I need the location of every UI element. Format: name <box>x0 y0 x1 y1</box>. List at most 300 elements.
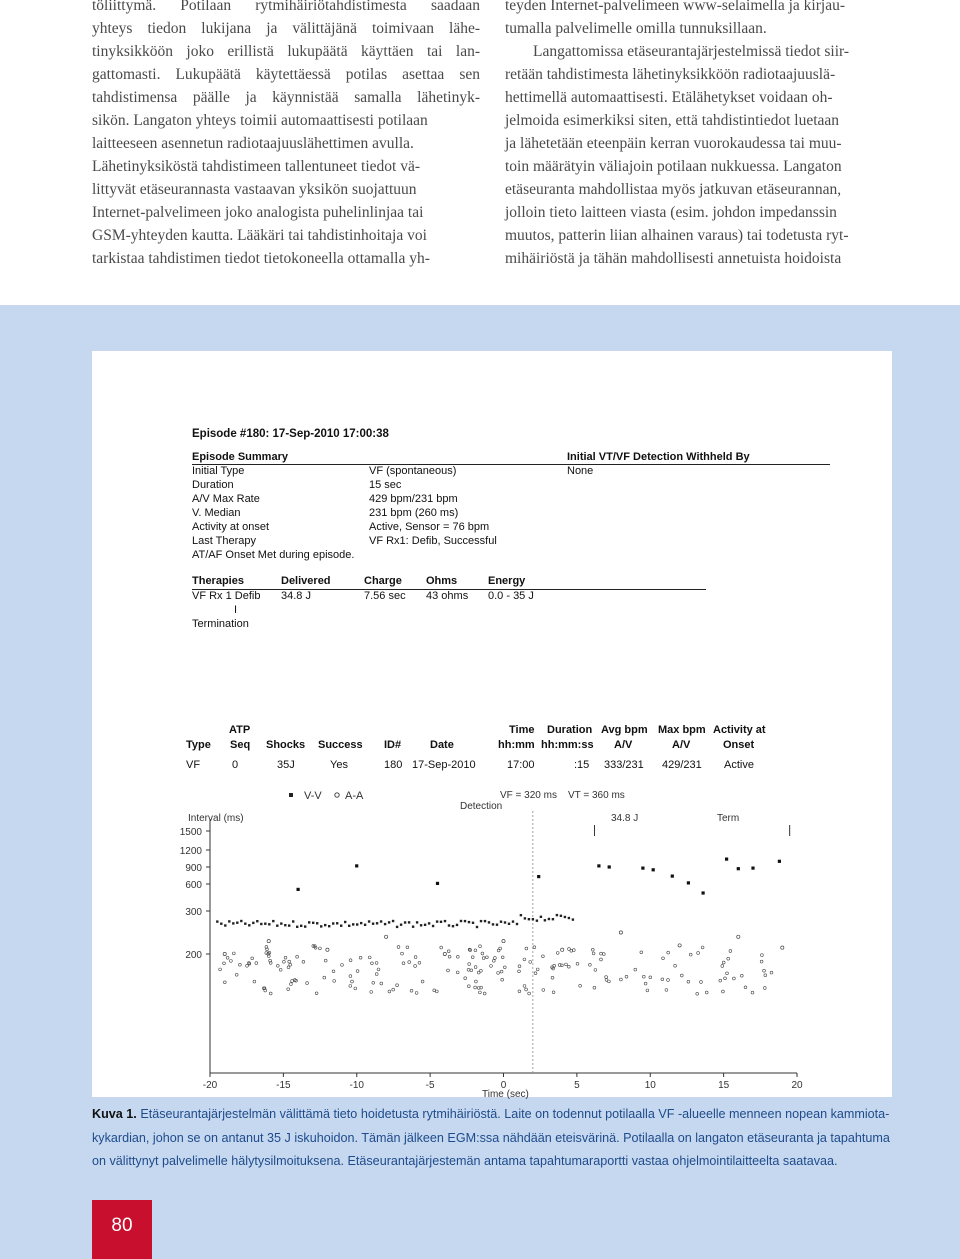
x-tick-label: 0 <box>500 1080 507 1091</box>
summary-value: Active, Sensor = 76 bpm <box>369 521 490 533</box>
vv-point <box>252 922 254 924</box>
vv-point <box>568 917 570 919</box>
aa-point <box>700 981 703 984</box>
vv-point <box>524 917 526 919</box>
text-line: töliittymä. Potilaan rytmihäiriötahdistimesta saadaan <box>92 0 480 14</box>
aa-point <box>674 964 677 967</box>
vv-point <box>512 920 514 922</box>
aa-point <box>781 946 784 949</box>
vv-point <box>396 926 398 928</box>
aa-point <box>332 970 335 973</box>
aa-point <box>697 952 700 955</box>
aa-point <box>401 952 404 955</box>
aa-point <box>490 965 493 968</box>
aa-point <box>501 978 504 981</box>
episode-title: Episode #180: 17-Sep-2010 17:00:38 <box>192 428 389 440</box>
vv-point <box>292 920 294 922</box>
aa-point <box>727 957 730 960</box>
aa-point <box>474 986 477 989</box>
aa-point <box>665 989 668 992</box>
aa-point <box>287 988 290 991</box>
vv-point <box>572 918 574 920</box>
vv-point <box>420 924 422 926</box>
annotation-shock: 34.8 J <box>611 813 639 824</box>
aa-point <box>696 992 699 995</box>
aa-point <box>415 992 418 995</box>
table2-header: Time <box>509 724 535 736</box>
therapies-header: Energy <box>488 575 526 587</box>
summary-label: Last Therapy <box>192 535 257 547</box>
aa-point <box>518 970 521 973</box>
vv-point <box>364 924 366 926</box>
withheld-header: Initial VT/VF Detection Withheld By <box>567 451 750 463</box>
vv-point <box>537 875 540 878</box>
aa-point <box>620 978 623 981</box>
vv-point <box>520 914 522 916</box>
aa-point <box>302 960 305 963</box>
aa-point <box>291 980 294 983</box>
aa-point <box>349 959 352 962</box>
text-line: gattomasti. Lukupäätä käytettäessä potilas asettaa sen <box>92 66 480 83</box>
vv-point <box>440 921 442 923</box>
text-line: tumalla palvelimelle omilla tunnuksillaan. <box>505 20 767 37</box>
aa-point <box>600 952 603 955</box>
text-line: laitteeseen asennetun radiotaajuuslähettimen avulla. <box>92 135 414 152</box>
aa-point <box>456 955 459 958</box>
aa-point <box>414 956 417 959</box>
vv-point <box>284 924 286 926</box>
aa-point <box>497 972 500 975</box>
table2-header: Onset <box>723 739 755 751</box>
aa-point <box>226 956 229 959</box>
aa-point <box>324 959 327 962</box>
vv-point <box>500 921 502 923</box>
y-axis-label: Interval (ms) <box>188 813 244 824</box>
aa-point <box>251 957 254 960</box>
aa-point <box>235 973 238 976</box>
vv-point <box>340 925 342 927</box>
summary-value: 429 bpm/231 bpm <box>369 493 458 505</box>
text-line: jolloin tieto laitteen viasta (esim. johdon impedanssin <box>505 204 837 221</box>
vv-point <box>260 923 262 925</box>
text-line: tahdistimensa päälle ja käynnistää samalla lähetinyk- <box>92 89 480 106</box>
table2-header: hh:mm:ss <box>541 739 594 751</box>
summary-label: AT/AF Onset Met during episode. <box>192 549 355 561</box>
vv-point <box>532 918 534 920</box>
vv-point <box>608 865 611 868</box>
vv-point <box>244 923 246 925</box>
aa-point <box>397 946 400 949</box>
aa-point <box>503 966 506 969</box>
aa-point <box>283 960 286 963</box>
table2-header: Duration <box>547 724 593 736</box>
table2-cell: Yes <box>330 759 348 771</box>
vv-point <box>468 921 470 923</box>
vv-point <box>641 867 644 870</box>
vv-point <box>384 923 386 925</box>
aa-point <box>377 968 380 971</box>
aa-point <box>448 955 451 958</box>
table2-cell: 429/231 <box>662 759 702 771</box>
table2-header: Type <box>186 739 211 751</box>
table2-header: Date <box>430 739 454 751</box>
aa-point <box>600 958 603 961</box>
aa-point <box>525 988 528 991</box>
vv-point <box>556 914 558 916</box>
text-line: tarkistaa tahdistimen tiedot tietokoneella ottamalla yh- <box>92 250 430 267</box>
therapies-header: Charge <box>364 575 402 587</box>
aa-point <box>687 980 690 983</box>
aa-point <box>568 948 571 951</box>
therapies-extra: Termination <box>192 618 249 630</box>
x-tick-label: -20 <box>202 1080 218 1091</box>
aa-point <box>594 969 597 972</box>
table2-cell: 333/231 <box>604 759 644 771</box>
vv-point <box>320 925 322 927</box>
x-tick-label: -10 <box>349 1080 364 1091</box>
aa-point <box>349 985 352 988</box>
y-tick-label: 600 <box>185 880 202 891</box>
table2-header: Success <box>318 739 363 751</box>
summary-label: V. Median <box>192 507 241 519</box>
vv-point <box>240 920 242 922</box>
therapies-cell: VF Rx 1 Defib <box>192 590 261 602</box>
vv-point <box>276 925 278 927</box>
vv-point <box>368 920 370 922</box>
aa-point <box>661 978 664 981</box>
aa-point <box>649 976 652 979</box>
table2-cell: 180 <box>384 759 403 771</box>
summary-value: VF Rx1: Defib, Successful <box>369 535 497 547</box>
vv-point <box>737 867 740 870</box>
summary-value: 15 sec <box>369 479 402 491</box>
summary-value: VF (spontaneous) <box>369 465 457 477</box>
vv-point <box>564 916 566 918</box>
table2-header: A/V <box>672 739 691 751</box>
aa-point <box>447 950 450 953</box>
caption-label: Kuva 1. <box>92 1107 137 1121</box>
therapies-cell: 7.56 sec <box>364 590 406 602</box>
therapies-header: Ohms <box>426 575 458 587</box>
y-tick-label: 300 <box>185 907 202 918</box>
aa-point <box>764 974 767 977</box>
aa-point <box>319 947 322 950</box>
aa-point <box>479 991 482 994</box>
vv-point <box>404 921 406 923</box>
aa-point <box>646 989 649 992</box>
aa-point <box>486 956 489 959</box>
aa-point <box>380 982 383 985</box>
aa-point <box>306 982 309 985</box>
vv-point <box>400 924 402 926</box>
vv-point <box>416 921 418 923</box>
left-text-column <box>92 0 480 270</box>
aa-point <box>523 958 526 961</box>
aa-point <box>567 965 570 968</box>
aa-point <box>467 968 470 971</box>
aa-point <box>592 952 595 955</box>
text-line: mihäiriöstä ja tähän mahdollisesti annetuista hoidoista <box>505 250 842 267</box>
aa-point <box>467 985 470 988</box>
vv-point <box>236 922 238 924</box>
aa-point <box>740 974 743 977</box>
aa-point <box>323 976 326 979</box>
vv-point <box>488 921 490 923</box>
aa-point <box>770 971 773 974</box>
aa-point <box>385 935 388 938</box>
vv-point <box>220 923 222 925</box>
aa-point <box>315 992 318 995</box>
aa-point <box>534 972 537 975</box>
text-line: hettimellä automaattisesti. Etälähetykset voidaan oh- <box>505 89 833 106</box>
aa-point <box>678 944 681 947</box>
aa-point <box>276 964 279 967</box>
aa-point <box>230 960 233 963</box>
vv-point <box>304 925 306 927</box>
aa-point <box>761 954 764 957</box>
therapies-header: Delivered <box>281 575 331 587</box>
aa-point <box>644 982 647 985</box>
vv-point <box>548 918 550 920</box>
aa-point <box>529 961 532 964</box>
aa-point <box>289 963 292 966</box>
aa-point <box>326 948 329 951</box>
therapies-header: Therapies <box>192 575 244 587</box>
aa-point <box>418 961 421 964</box>
caption-line <box>92 1103 892 1127</box>
vv-point <box>702 891 705 894</box>
aa-point <box>468 963 471 966</box>
vv-point <box>412 926 414 928</box>
aa-point <box>246 964 249 967</box>
vv-point <box>224 924 226 926</box>
aa-point <box>223 981 226 984</box>
aa-point <box>497 949 500 952</box>
summary-header: Episode Summary <box>192 451 288 463</box>
table2-cell: 35J <box>277 759 295 771</box>
vv-point <box>424 924 426 926</box>
aa-point <box>667 951 670 954</box>
aa-point <box>561 948 564 951</box>
aa-point <box>464 977 467 980</box>
vv-point <box>388 921 390 923</box>
aa-point <box>733 977 736 980</box>
x-tick-label: -5 <box>425 1080 435 1091</box>
legend-label-vv: V-V <box>304 790 322 802</box>
aa-point <box>456 971 459 974</box>
table2-header: hh:mm <box>498 739 535 751</box>
vv-point <box>376 922 378 924</box>
aa-point <box>518 965 521 968</box>
vv-point <box>300 925 302 927</box>
vv-point <box>344 921 346 923</box>
aa-point <box>591 948 594 951</box>
aa-point <box>625 975 628 978</box>
vv-point <box>297 888 300 891</box>
vv-point <box>460 920 462 922</box>
vv-point <box>380 920 382 922</box>
aa-point <box>470 969 473 972</box>
vv-point <box>516 923 518 925</box>
aa-point <box>269 992 272 995</box>
vv-point <box>496 924 498 926</box>
aa-point <box>351 980 354 983</box>
text-line: muutos, patterin liian alhainen varaus) tai todetusta ryt- <box>505 227 849 244</box>
therapies-extra: I <box>234 604 238 616</box>
aa-point <box>552 991 555 994</box>
text-line: ja lähetetään eteenpäin kerran vuorokaudessa tai muu- <box>505 135 842 152</box>
vv-point <box>408 921 410 923</box>
aa-point <box>579 984 582 987</box>
y-tick-label: 900 <box>185 863 202 874</box>
x-tick-label: 15 <box>718 1080 730 1091</box>
summary-label: Duration <box>192 479 234 491</box>
aa-point <box>680 974 683 977</box>
aa-point <box>719 979 722 982</box>
vv-point <box>328 925 330 927</box>
aa-point <box>474 966 477 969</box>
aa-point <box>471 956 474 959</box>
aa-point <box>565 963 568 966</box>
vv-point <box>336 922 338 924</box>
aa-point <box>410 989 413 992</box>
withheld-value: None <box>567 465 594 477</box>
aa-point <box>447 969 450 972</box>
vv-point <box>288 924 290 926</box>
y-tick-label: 1200 <box>179 846 202 857</box>
table2-cell: :15 <box>574 759 590 771</box>
table2-cell: 0 <box>232 759 239 771</box>
aa-point <box>744 986 747 989</box>
vv-point <box>360 922 362 924</box>
text-line: jelmoida esimerkiksi siten, että tahdistintiedot luetaan <box>505 112 840 129</box>
aa-point <box>288 960 291 963</box>
aa-point <box>726 972 729 975</box>
vv-point <box>268 923 270 925</box>
vv-point <box>256 920 258 922</box>
aa-point <box>370 991 373 994</box>
table2-header: Avg bpm <box>601 724 648 736</box>
aa-point <box>705 991 708 994</box>
aa-point <box>551 976 554 979</box>
text-line: Langattomissa etäseurantajärjestelmissä tiedot siir- <box>533 43 850 60</box>
vv-point <box>248 924 250 926</box>
aa-point <box>737 935 740 938</box>
text-line: yhteys tiedon lukijana ja välittäjänä toimivaan lähe- <box>92 20 480 37</box>
vv-point <box>484 920 486 922</box>
aa-point <box>536 968 539 971</box>
text-line: tinyksikköön joko erillistä lukupäätä käyttäen tai lan- <box>92 43 480 60</box>
vv-point <box>428 922 430 924</box>
withheld-rule <box>567 464 830 465</box>
aa-point <box>475 980 478 983</box>
vv-point <box>536 920 538 922</box>
vv-point <box>272 920 274 922</box>
aa-point <box>589 963 592 966</box>
aa-point <box>354 987 357 990</box>
aa-point <box>239 963 242 966</box>
aa-point <box>480 969 483 972</box>
aa-point <box>763 987 766 990</box>
caption-line: on välittynyt palvelimelle hälytysilmoituksena. Etäseurantajärjestemän antama tapahtumaraportti vastaa ohjelmointilaitteelta saatavaa. <box>92 1154 838 1168</box>
aa-point <box>602 953 605 956</box>
aa-point <box>388 990 391 993</box>
aa-point <box>414 965 417 968</box>
vv-point <box>436 882 439 885</box>
summary-label: Activity at onset <box>192 521 270 533</box>
therapies-cell: 43 ohms <box>426 590 469 602</box>
vv-point <box>356 923 358 925</box>
vv-point <box>480 920 482 922</box>
vv-point <box>324 924 326 926</box>
aa-point <box>729 950 732 953</box>
text-line: sikön. Langaton yhteys toimii automaattisesti potilaan <box>92 112 428 129</box>
aa-point <box>253 980 256 983</box>
text-line: toin määrätyin väliajoin potilaan nukkuessa. Langaton <box>505 158 842 175</box>
vv-point <box>652 868 655 871</box>
vv-point <box>355 864 358 867</box>
aa-point <box>232 952 235 955</box>
aa-point <box>605 976 608 979</box>
aa-point <box>443 952 446 955</box>
vv-point <box>492 923 494 925</box>
aa-point <box>542 955 545 958</box>
vv-point <box>452 925 454 927</box>
table2-header: ID# <box>384 739 402 751</box>
aa-point <box>372 981 375 984</box>
aa-point <box>640 951 643 954</box>
aa-point <box>721 965 724 968</box>
table2-header: Seq <box>230 739 251 751</box>
aa-point <box>763 969 766 972</box>
aa-point <box>375 973 378 976</box>
vv-point <box>560 915 562 917</box>
vv-point <box>778 860 781 863</box>
text-line: etäseuranta mahdollistaa myös jatkuvan etäseurannan, <box>505 181 842 198</box>
vv-point <box>687 881 690 884</box>
aa-point <box>290 983 293 986</box>
vv-point <box>296 926 298 928</box>
vv-point <box>308 921 310 923</box>
aa-point <box>667 979 670 982</box>
x-tick-label: 5 <box>574 1080 580 1091</box>
aa-point <box>481 952 484 955</box>
vv-point <box>312 922 314 924</box>
figure-caption <box>92 1103 892 1174</box>
text-line: teyden Internet-palvelimeen www-selaimella ja kirjau- <box>505 0 845 14</box>
vv-point <box>751 867 754 870</box>
table2-cell: 17-Sep-2010 <box>412 759 476 771</box>
vv-point <box>332 922 334 924</box>
aa-point <box>619 931 622 934</box>
therapies-cell: 34.8 J <box>281 590 311 602</box>
table2-header: Max bpm <box>658 724 706 736</box>
vv-point <box>228 920 230 922</box>
x-axis-label: Time (sec) <box>482 1089 529 1100</box>
aa-point <box>371 962 374 965</box>
vv-point <box>264 923 266 925</box>
aa-point <box>402 962 405 965</box>
vv-point <box>448 924 450 926</box>
aa-point <box>406 946 409 949</box>
aa-point <box>483 992 486 995</box>
vv-point <box>372 923 374 925</box>
aa-point <box>223 962 226 965</box>
vv-point <box>597 864 600 867</box>
aa-point <box>494 957 497 960</box>
aa-point <box>542 989 545 992</box>
aa-point <box>533 946 536 949</box>
